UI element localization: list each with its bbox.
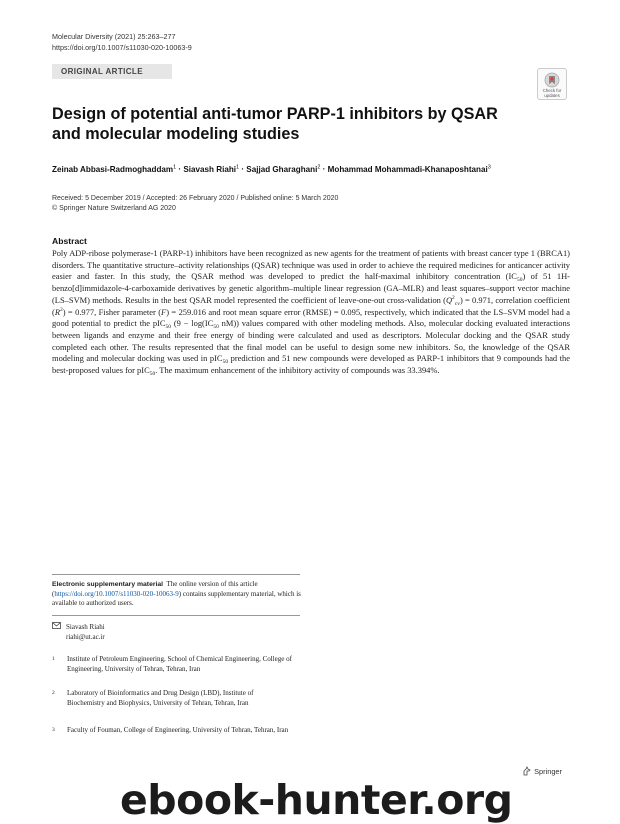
springer-horse-icon xyxy=(522,766,532,776)
author-name[interactable]: Mohammad Mohammadi-Khanaposhtanai$^3$ xyxy=(327,164,491,174)
author-list xyxy=(52,162,582,175)
author-affiliation-mark: 3 xyxy=(487,164,491,170)
history-dates: Received: 5 December 2019 / Accepted: 26 February 2020 / Published online: 5 March 2020 xyxy=(52,195,339,202)
envelope-icon xyxy=(52,622,62,632)
publisher-name: Springer xyxy=(534,767,562,776)
affiliation-number: 1 xyxy=(52,656,55,662)
abstract-heading: Abstract xyxy=(52,236,87,246)
author-separator: · xyxy=(239,164,247,174)
esm-label: Electronic supplementary material xyxy=(52,581,164,588)
article-type-label: ORIGINAL ARTICLE xyxy=(52,64,172,79)
journal-citation: Molecular Diversity (2021) 25:263–277 xyxy=(52,32,176,41)
affiliation-3 xyxy=(52,725,292,735)
esm-link[interactable]: https://doi.org/10.1007/s11030-020-10063-9 xyxy=(54,589,179,598)
check-updates-icon xyxy=(544,72,560,88)
author-affiliation-mark: 2 xyxy=(317,164,321,170)
affiliation-text: Faculty of Fouman, College of Engineering, University of Tehran, Tehran, Iran xyxy=(67,726,289,734)
badge-line-1: Check for xyxy=(542,88,562,93)
article-title: Design of potential anti-tumor PARP-1 inhibitors by QSAR and molecular modeling studies xyxy=(52,105,498,143)
esm-text-before: The online version of this article ( xyxy=(52,580,258,598)
watermark-text: ebook-hunter.org xyxy=(120,776,513,824)
check-for-updates-badge[interactable] xyxy=(537,68,567,100)
author-affiliation-mark: 1 xyxy=(173,164,177,170)
author-separator: · xyxy=(176,164,184,174)
footnote-divider xyxy=(52,574,300,575)
affiliation-2 xyxy=(52,688,292,708)
author-separator: · xyxy=(320,164,328,174)
affiliation-number: 3 xyxy=(52,727,55,733)
copyright-line: © Springer Nature Switzerland AG 2020 xyxy=(52,205,176,212)
correspondence xyxy=(52,622,105,642)
affiliation-text: Laboratory of Bioinformatics and Drug Design (LBD), Institute of Biochemistry and Biophysics, University of Tehran, Tehran, Iran xyxy=(67,689,254,707)
corresponding-email[interactable]: riahi@ut.ac.ir xyxy=(66,633,105,641)
abstract-body: Poly ADP-ribose polymerase-1 (PARP-1) inhibitors have been recognized as new agents for the treatment of patients with breast cancer type 1 (BRCA1) disorders. The quantitative structure–activity relationships (QSAR) technique was used in order to achieve the required medicines for anticancer activity easier and faster. In this study, the QSAR method was developed to predict the half-maximal inhibitory concentration $(IC_{50})$ of 51 1H-benzo[d]immidazole-4-carboxamide derivatives by genetic algorithm–multiple linear regression (GA–MLR) and least squares–support vector machine (LS–SVM) methods. Results in the best QSAR model represented the coefficient of leave-one-out cross-validation $(Q^2_{cv}) = 0.971$, correlation coefficient $(R^2) = 0.977$, Fisher parameter (F) = 259.016 and root mean square error (RMSE) = 0.095, respectively, which indicated that the LS–SVM model had a good potential to predict the pIC$_{50}$ ($9 - \log(IC_{50}$ nM)) values compared with other modeling methods. Also, molecular docking evaluated interactions between ligands and enzyme and their free energy of binding were calculated and used as descriptors. Molecular docking and the QSAR study completed each other. The results represented that the final model can be useful to design some new inhibitors. So, the knowledge of the QSAR modeling and molecular docking was used in pIC$_{50}$ prediction and 51 new compounds were developed as PARP-1 inhibitors that 9 compounds had the best-proposed values for pIC$_{50}$. The maximum enhancement of the inhibitory activity of compounds was 33.394%. xyxy=(52,248,571,378)
corresponding-author: Siavash Riahi xyxy=(66,623,105,631)
esm-text-after: ) contains supplementary material, which is available to authorized users. xyxy=(52,589,301,608)
author-name[interactable]: Siavash Riahi$^1$ xyxy=(183,164,240,174)
affiliation-number: 2 xyxy=(52,690,55,696)
author-name[interactable]: Zeinab Abbasi-Radmoghaddam$^1$ xyxy=(52,164,177,174)
esm-note xyxy=(52,580,302,609)
springer-logo xyxy=(522,766,562,776)
journal-doi-link[interactable]: https://doi.org/10.1007/s11030-020-10063-9 xyxy=(52,43,192,52)
badge-line-2: updates xyxy=(544,93,560,98)
footnote-divider-2 xyxy=(52,615,300,616)
publication-dates xyxy=(52,194,338,214)
affiliation-text: Institute of Petroleum Engineering, School of Chemical Engineering, College of Engineering, University of Tehran, Tehran, Iran xyxy=(67,655,292,673)
author-affiliation-mark: 1 xyxy=(236,164,240,170)
author-name[interactable]: Sajjad Gharaghani$^2$ xyxy=(246,164,321,174)
affiliation-1 xyxy=(52,654,292,674)
